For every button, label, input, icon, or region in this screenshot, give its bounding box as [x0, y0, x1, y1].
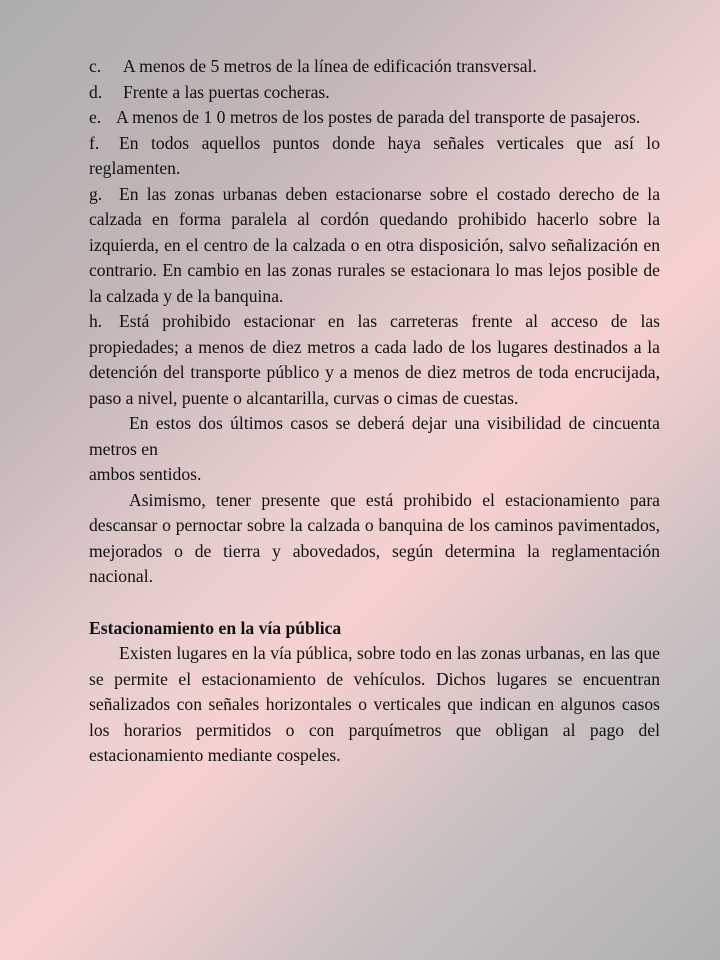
document-page — [89, 54, 660, 769]
visibility-paragraph: En estos dos últimos casos se deberá dejar una visibilidad de cincuenta metros en — [89, 413, 660, 459]
list-item-text: Está prohibido estacionar en las carreteras frente al acceso de las propiedades; a menos de diez metros a cada lado de los lugares destinados a la detención del transporte público y a menos de diez metros de toda encrucijada, paso a nivel, puente o alcantarilla, curvas o cimas de cuestas. — [89, 311, 660, 408]
list-item-e — [89, 105, 660, 131]
section-paragraph: Existen lugares en la vía pública, sobre todo en las zonas urbanas, en las que se permite el estacionamiento de vehículos. Dichos lugares se encuentran señalizados con señales horizontales o verticales que indican en algunos casos los horarios permitidos o con parquímetros que obligan al pago del estacionamiento mediante cospeles. — [89, 643, 660, 765]
list-item-f — [89, 131, 660, 182]
list-item-text: Frente a las puertas cocheras. — [123, 81, 330, 102]
list-item-label: h. — [89, 311, 103, 331]
list-item-label: d. — [89, 81, 103, 102]
list-item-label: c. — [89, 56, 102, 76]
list-item-g — [89, 182, 660, 310]
list-item-text: A menos de 1 0 metros de los postes de parada del transporte de pasajeros. — [116, 107, 641, 127]
visibility-paragraph-continuation: ambos sentidos. — [89, 464, 202, 484]
list-item-label: f. — [89, 132, 100, 153]
list-item-label: e. — [89, 107, 102, 127]
list-item-text: En las zonas urbanas deben estacionarse sobre el costado derecho de la calzada en forma paralela al cordón quedando prohibido hacerlo sobre la izquierda, en el centro de la calzada o en otra disposición, salvo señalización en contrario. En cambio en las zonas rurales se estacionara lo mas lejos posible de la calzada y de la banquina. — [89, 183, 660, 306]
list-item-c — [89, 54, 660, 80]
list-item-label: g. — [89, 183, 103, 204]
list-item-h — [89, 309, 660, 411]
section-heading: Estacionamiento en la vía pública — [89, 617, 342, 638]
list-item-text: A menos de 5 metros de la línea de edificación transversal. — [123, 56, 537, 76]
list-item-text: En todos aquellos puntos donde haya señales verticales que así lo reglamenten. — [89, 132, 660, 178]
prohibition-paragraph: Asimismo, tener presente que está prohibido el estacionamiento para descansar o pernoctar sobre la calzada o banquina de los caminos pavimentados, mejorados o de tierra y abovedados, según determina la reglamentación nacional. — [89, 489, 660, 586]
list-item-d — [89, 80, 660, 106]
section-spacer — [89, 590, 660, 616]
